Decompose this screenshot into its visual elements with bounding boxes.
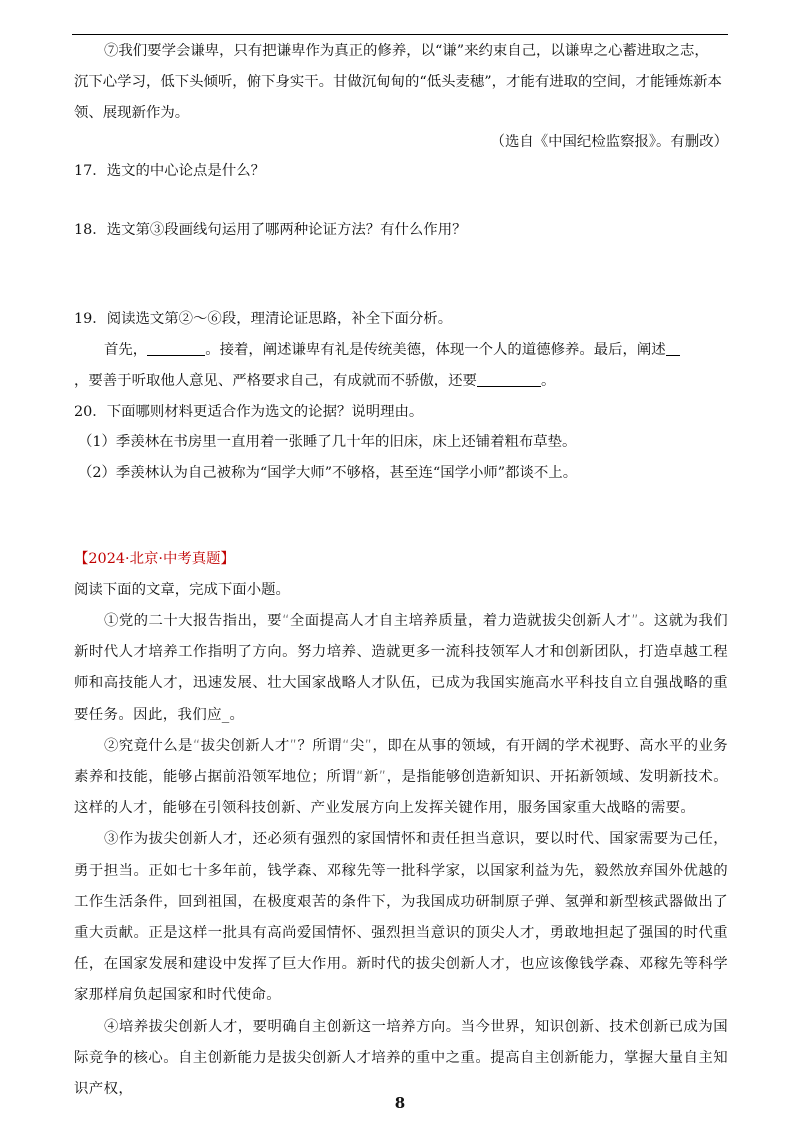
- fill-text-a: 首先，: [104, 342, 148, 358]
- article-paragraph-4: ④培养拔尖创新人才，要明确自主创新这一培养方向。当今世界，知识创新、技术创新已成为国际竞争的核心。自主创新能力是拔尖创新人才培养的重中之重。提高自主创新能力，掌握大量自主知识产权，: [74, 1018, 728, 1098]
- answer-blank-1[interactable]: [147, 339, 205, 356]
- question-20: 20．下面哪则材料更适合作为选文的论据？说明理由。: [74, 404, 424, 420]
- fill-text-c: ，要善于听取他人意见、严格要求自己，有成就而不骄傲，还要: [74, 373, 477, 389]
- top-rule: [72, 34, 728, 35]
- article-paragraph-1: ①党的二十大报告指出，要“全面提高人才自主培养质量，着力造就拔尖创新人才”。这就为我们新时代人才培养工作指明了方向。努力培养、造就更多一流科技领军人才和创新团队，打造卓越工程师和高技能人才，迅速发展、壮大国家战略人才队伍，已成为我国实施高水平科技自立自强战略的重要任务。因此，我们应_。: [74, 613, 728, 723]
- question-20-option-1: （1）季羡林在书房里一直用着一张睡了几十年的旧床，床上还铺着粗布草垫。: [78, 434, 577, 450]
- fill-text-d: 。: [540, 373, 556, 389]
- page-number: 8: [394, 1094, 406, 1112]
- question-20-option-2: （2）季羡林认为自己被称为“国学大师”不够格，甚至连“国学小师”都谈不上。: [78, 465, 578, 481]
- paragraph-7-line-1: ⑦我们要学会谦卑，只有把谦卑作为真正的修养，以“谦”来约束自己，以谦卑之心蓄进取之志，: [104, 43, 709, 59]
- article-paragraph-2: ②究竟什么是“拔尖创新人才”？所谓“尖”，即在从事的领域，有开阔的学术视野、高水平的业务素养和技能，能够占据前沿领军地位；所谓“新”，是指能够创造新知识、开拓新领域、发明新技术。这样的人才，能够在引领科技创新、产业发展方向上发挥关键作用，服务国家重大战略的需要。: [74, 737, 728, 817]
- article-body: [74, 606, 728, 1105]
- exam-source-tag: 【2024·北京·中考真题】: [74, 551, 235, 567]
- answer-blank-3[interactable]: [477, 370, 541, 387]
- fill-text-b: 。接着，阐述谦卑有礼是传统美德，体现一个人的道德修养。最后，阐述: [205, 342, 666, 358]
- question-19-fill-line-1: [104, 336, 680, 364]
- article-paragraph-3: ③作为拔尖创新人才，还必须有强烈的家国情怀和责任担当意识，要以时代、国家需要为己任，勇于担当。正如七十多年前，钱学森、邓稼先等一批科学家，以国家利益为先，毅然放弃国外优越的工作生活条件，回到祖国，在极度艰苦的条件下，为我国成功研制原子弹、氢弹和新型核武器做出了重大贡献。正是这样一批具有高尚爱国情怀、强烈担当意识的顶尖人才，勇敢地担起了强国的时代重任，在国家发展和建设中发挥了巨大作用。新时代的拔尖创新人才，也应该像钱学森、邓稼先等科学家那样肩负起国家和时代使命。: [74, 831, 728, 1004]
- source-citation: （选自《中国纪检监察报》。有删改）: [490, 134, 728, 150]
- question-17: 17．选文的中心论点是什么？: [74, 163, 265, 179]
- paragraph-7: [74, 36, 730, 67]
- question-19-fill-line-2: [74, 367, 555, 395]
- paragraph-7-line-3: 领、展现新作为。: [74, 105, 190, 121]
- answer-blank-2[interactable]: [666, 339, 680, 356]
- question-18: 18．选文第③段画线句运用了哪两种论证方法？有什么作用？: [74, 222, 467, 238]
- reading-instruction: 阅读下面的文章，完成下面小题。: [74, 582, 290, 598]
- paragraph-7-cont: [74, 67, 730, 129]
- paragraph-7-line-2: 沉下心学习，低下头倾听，俯下身实干。甘做沉甸甸的“低头麦穗”，才能有进取的空间，才能锤炼新本: [74, 74, 722, 90]
- question-19: 19．阅读选文第②～⑥段，理清论证思路，补全下面分析。: [74, 311, 453, 327]
